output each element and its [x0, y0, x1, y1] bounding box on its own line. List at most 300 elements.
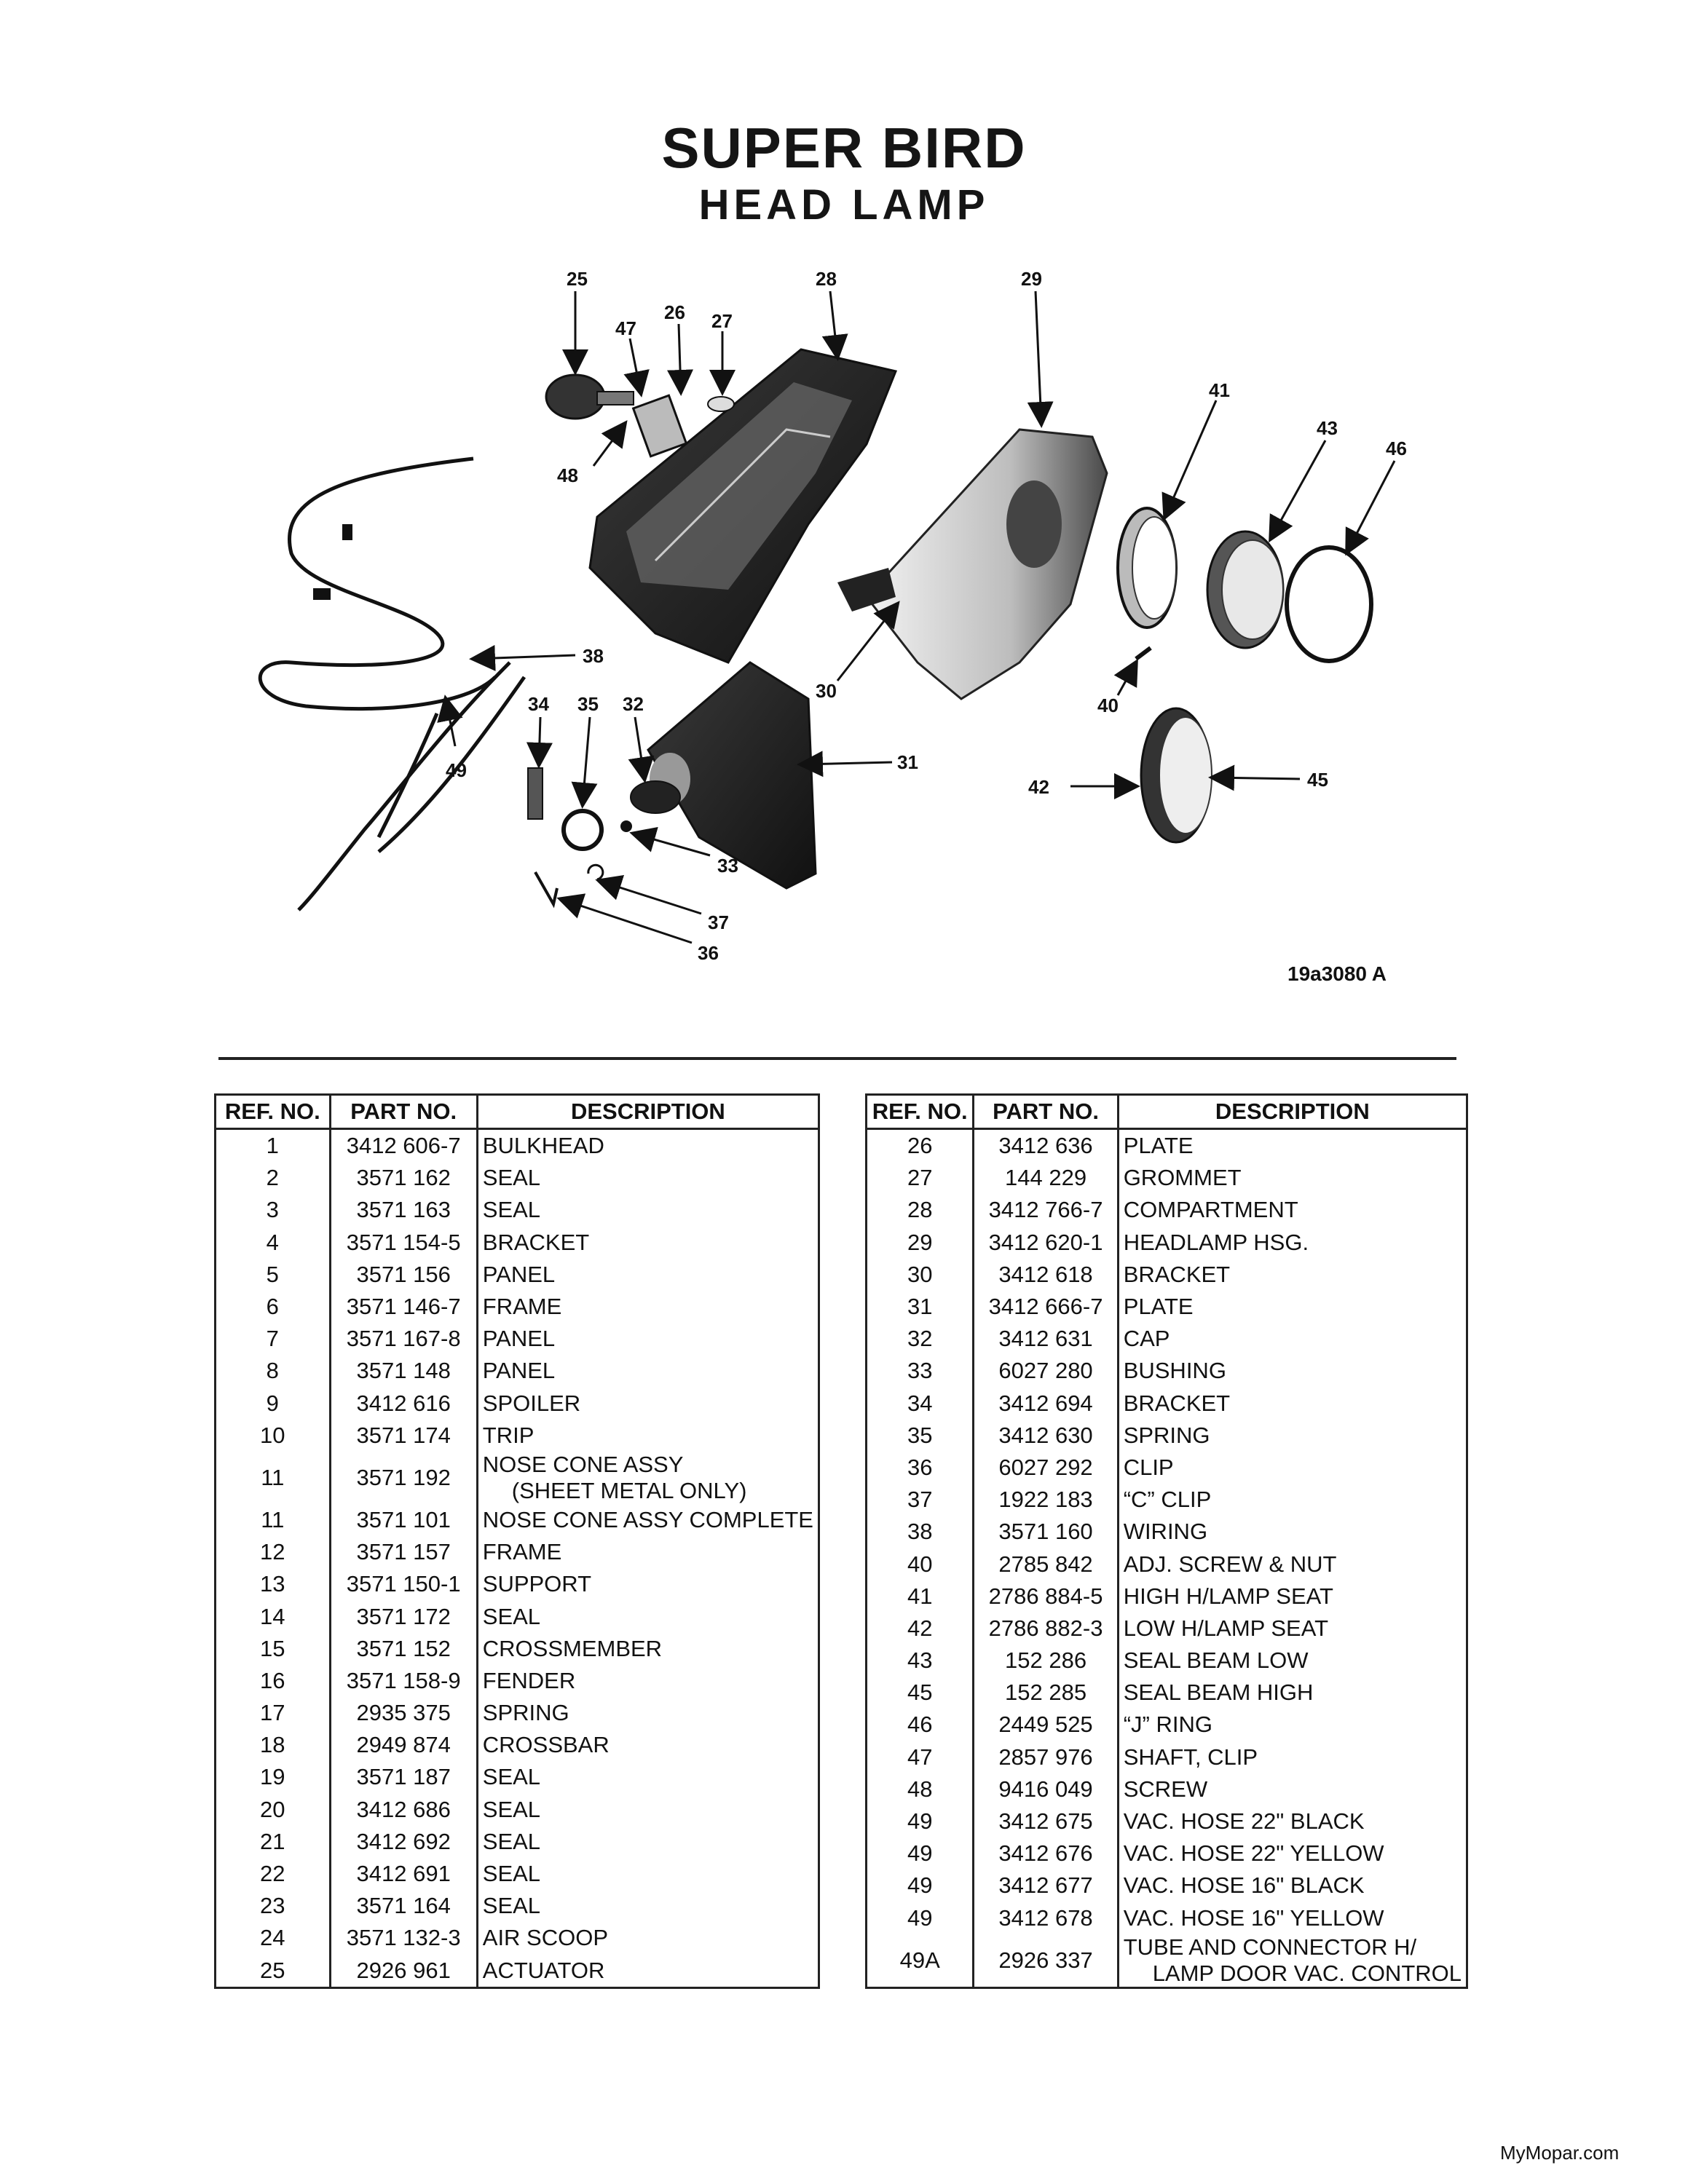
table-row [867, 1323, 1467, 1355]
description-text: BUSHING [1123, 1358, 1226, 1384]
table-row [216, 1761, 819, 1793]
callout-43: 43 [1317, 417, 1338, 439]
table-row [216, 1697, 819, 1729]
table-row [216, 1600, 819, 1632]
table-row [867, 1129, 1467, 1163]
description-text: BRACKET [1123, 1390, 1231, 1416]
table-row [867, 1227, 1467, 1259]
description-text: ADJ. SCREW & NUT [1123, 1551, 1337, 1577]
description-cell [1118, 1709, 1467, 1741]
ref-cell: 37 [867, 1484, 974, 1516]
part-number-cell: 2857 976 [974, 1741, 1118, 1773]
part-number-cell: 3412 606-7 [330, 1129, 477, 1163]
ref-cell: 8 [216, 1355, 331, 1387]
ref-cell: 27 [867, 1162, 974, 1194]
ref-cell: 49A [867, 1934, 974, 1988]
part-number-cell: 3571 160 [974, 1516, 1118, 1548]
part-number-cell: 152 286 [974, 1645, 1118, 1677]
description-cell [1118, 1323, 1467, 1355]
part-number-cell: 152 285 [974, 1677, 1118, 1709]
part-number-cell: 3571 157 [330, 1536, 477, 1568]
part-number-cell: 6027 292 [974, 1452, 1118, 1484]
ref-cell: 7 [216, 1323, 331, 1355]
part-number-cell: 3412 675 [974, 1805, 1118, 1837]
table-row [216, 1388, 819, 1420]
description-cell [477, 1568, 819, 1600]
table-row [216, 1794, 819, 1826]
ref-cell: 2 [216, 1162, 331, 1194]
description-cell [1118, 1420, 1467, 1452]
adj-screw-part-40 [1136, 648, 1151, 659]
callout-31: 31 [897, 751, 918, 773]
col-part: PART NO. [330, 1095, 477, 1129]
table-row [867, 1805, 1467, 1837]
ref-cell: 10 [216, 1420, 331, 1452]
description-text: BULKHEAD [482, 1133, 604, 1159]
table-row [216, 1420, 819, 1452]
description-text: SEAL [482, 1197, 541, 1223]
table-row [867, 1677, 1467, 1709]
grommet-part-27 [708, 397, 734, 411]
cap-part-32 [631, 781, 680, 813]
headlamp-housing-part-29 [837, 430, 1107, 699]
description-cell [1118, 1837, 1467, 1870]
col-desc: DESCRIPTION [1118, 1095, 1467, 1129]
table-row [216, 1227, 819, 1259]
description-cell [1118, 1805, 1467, 1837]
description-text: SEAL [482, 1828, 541, 1854]
ref-cell: 22 [216, 1858, 331, 1890]
j-ring-part-46 [1287, 547, 1371, 661]
description-text: NOSE CONE ASSY COMPLETE [482, 1506, 813, 1532]
description-cell [477, 1227, 819, 1259]
description-text: “J” RING [1123, 1712, 1212, 1738]
table-row [867, 1870, 1467, 1902]
table-row [867, 1837, 1467, 1870]
part-number-cell: 2786 884-5 [974, 1580, 1118, 1613]
callout-40: 40 [1097, 695, 1119, 716]
description-text: SHAFT, CLIP [1123, 1744, 1258, 1770]
table-row [216, 1259, 819, 1291]
description-text: GROMMET [1123, 1165, 1242, 1191]
description-text: BRACKET [482, 1229, 590, 1255]
compartment-part-28 [590, 349, 896, 662]
ref-cell: 49 [867, 1837, 974, 1870]
callout-37: 37 [708, 911, 729, 933]
ref-cell: 11 [216, 1504, 331, 1536]
description-cell [1118, 1194, 1467, 1226]
description-text: PANEL [482, 1326, 556, 1352]
ref-cell: 49 [867, 1805, 974, 1837]
part-number-cell: 3571 164 [330, 1890, 477, 1922]
part-number-cell: 3412 766-7 [974, 1194, 1118, 1226]
description-cell [477, 1633, 819, 1665]
part-number-cell: 3571 150-1 [330, 1568, 477, 1600]
bracket-part-34 [528, 768, 543, 819]
connector-icon [342, 524, 352, 540]
table-row [867, 1452, 1467, 1484]
ref-cell: 14 [216, 1600, 331, 1632]
description-text: FENDER [482, 1667, 576, 1693]
callout-25: 25 [567, 268, 588, 290]
part-number-cell: 3571 152 [330, 1633, 477, 1665]
description-text: TRIP [482, 1422, 535, 1448]
table-row [216, 1955, 819, 1988]
plate-part-26 [634, 395, 687, 456]
description-cell [1118, 1516, 1467, 1548]
table-row [216, 1858, 819, 1890]
ref-cell: 11 [216, 1452, 331, 1504]
table-row [867, 1580, 1467, 1613]
description-text: SEAL [482, 1893, 541, 1919]
description-text: PANEL [482, 1261, 556, 1287]
callout-34: 34 [528, 693, 549, 715]
description-cell [1118, 1870, 1467, 1902]
table-row [867, 1194, 1467, 1226]
table-row [216, 1355, 819, 1387]
table-row [867, 1484, 1467, 1516]
ref-cell: 28 [867, 1194, 974, 1226]
ref-cell: 26 [867, 1129, 974, 1163]
callout-41: 41 [1209, 379, 1230, 401]
ref-cell: 4 [216, 1227, 331, 1259]
description-cell [1118, 1645, 1467, 1677]
ref-cell: 19 [216, 1761, 331, 1793]
callout-27: 27 [711, 310, 733, 332]
description-text: COMPARTMENT [1123, 1197, 1298, 1223]
description-text: SEAL BEAM HIGH [1123, 1679, 1314, 1706]
seal-beam-low-part-43 [1207, 531, 1283, 648]
description-cell [477, 1162, 819, 1194]
ref-cell: 38 [867, 1516, 974, 1548]
ref-cell: 3 [216, 1194, 331, 1226]
ref-cell: 48 [867, 1773, 974, 1805]
description-text: PLATE [1123, 1294, 1194, 1320]
part-number-cell: 3412 618 [974, 1259, 1118, 1291]
ref-cell: 13 [216, 1568, 331, 1600]
table-row [216, 1826, 819, 1858]
table-row [867, 1355, 1467, 1387]
actuator-part-25 [546, 375, 634, 419]
ref-cell: 15 [216, 1633, 331, 1665]
description-cell [477, 1323, 819, 1355]
col-ref: REF. NO. [216, 1095, 331, 1129]
table-header [867, 1095, 1467, 1129]
ref-cell: 36 [867, 1452, 974, 1484]
description-text: SPRING [482, 1700, 569, 1726]
description-text: SEAL BEAM LOW [1123, 1647, 1309, 1674]
description-text: CAP [1123, 1326, 1170, 1352]
callout-30: 30 [816, 680, 837, 702]
description-cell [477, 1890, 819, 1922]
part-number-cell: 3412 666-7 [974, 1291, 1118, 1323]
description-cell [477, 1504, 819, 1536]
part-number-cell: 9416 049 [974, 1773, 1118, 1805]
description-cell [477, 1729, 819, 1761]
part-number-cell: 3571 154-5 [330, 1227, 477, 1259]
ref-cell: 29 [867, 1227, 974, 1259]
ref-cell: 1 [216, 1129, 331, 1163]
part-number-cell: 3412 676 [974, 1837, 1118, 1870]
table-row [867, 1773, 1467, 1805]
part-number-cell: 3412 692 [330, 1826, 477, 1858]
part-number-cell: 3571 158-9 [330, 1665, 477, 1697]
figure-code: 19a3080 A [1287, 962, 1387, 985]
description-text: SEAL [482, 1764, 541, 1790]
description-cell [477, 1922, 819, 1954]
ref-cell: 5 [216, 1259, 331, 1291]
site-watermark: MyMopar.com [1500, 2142, 1620, 2164]
description-cell [477, 1129, 819, 1163]
description-text: FRAME [482, 1294, 562, 1320]
page-title: SUPER BIRD [661, 116, 1027, 180]
col-desc: DESCRIPTION [477, 1095, 819, 1129]
ref-cell: 41 [867, 1580, 974, 1613]
table-row [867, 1613, 1467, 1645]
description-text: SEAL [482, 1603, 541, 1629]
table-row [216, 1568, 819, 1600]
description-cell [1118, 1741, 1467, 1773]
description-text: LOW H/LAMP SEAT [1123, 1615, 1329, 1641]
table-row [867, 1902, 1467, 1934]
part-number-cell: 3571 101 [330, 1504, 477, 1536]
ref-cell: 43 [867, 1645, 974, 1677]
part-number-cell: 3412 631 [974, 1323, 1118, 1355]
ref-cell: 31 [867, 1291, 974, 1323]
ref-cell: 49 [867, 1902, 974, 1934]
callout-49: 49 [446, 759, 467, 781]
table-row [216, 1504, 819, 1536]
table-row [867, 1291, 1467, 1323]
part-number-cell: 3571 163 [330, 1194, 477, 1226]
description-cell [1118, 1580, 1467, 1613]
table-row [867, 1420, 1467, 1452]
description-cell [1118, 1773, 1467, 1805]
ref-cell: 49 [867, 1870, 974, 1902]
ref-cell: 25 [216, 1955, 331, 1988]
description-cell [1118, 1452, 1467, 1484]
table-row [867, 1548, 1467, 1580]
part-number-cell: 3571 146-7 [330, 1291, 477, 1323]
part-number-cell: 3412 686 [330, 1794, 477, 1826]
wiring-harness-part-38 [260, 459, 524, 910]
part-number-cell: 1922 183 [974, 1484, 1118, 1516]
description-text: AIR SCOOP [482, 1925, 609, 1951]
clip-part-36 [535, 872, 557, 904]
ref-cell: 24 [216, 1922, 331, 1954]
part-number-cell: 6027 280 [974, 1355, 1118, 1387]
ref-cell: 23 [216, 1890, 331, 1922]
description-text: PLATE [1123, 1133, 1194, 1159]
table-row [867, 1934, 1467, 1988]
ref-cell: 34 [867, 1388, 974, 1420]
description-text: SEAL [482, 1861, 541, 1887]
ref-cell: 21 [216, 1826, 331, 1858]
table-row [216, 1890, 819, 1922]
description-cell [477, 1761, 819, 1793]
description-cell [1118, 1677, 1467, 1709]
part-number-cell: 3412 691 [330, 1858, 477, 1890]
callout-32: 32 [623, 693, 644, 715]
description-text: SUPPORT [482, 1571, 592, 1597]
ref-cell: 30 [867, 1259, 974, 1291]
table-row [867, 1709, 1467, 1741]
description-cell [1118, 1388, 1467, 1420]
description-text: BRACKET [1123, 1261, 1231, 1287]
ref-cell: 18 [216, 1729, 331, 1761]
description-text: VAC. HOSE 22" BLACK [1123, 1808, 1365, 1835]
table-row [216, 1665, 819, 1697]
callout-35: 35 [577, 693, 599, 715]
description-text: PANEL [482, 1358, 556, 1384]
description-cell [477, 1452, 819, 1504]
description-text: HEADLAMP HSG. [1123, 1229, 1309, 1255]
description-cell [477, 1697, 819, 1729]
spring-part-35 [564, 811, 602, 849]
callout-42: 42 [1028, 776, 1049, 798]
part-number-cell: 2926 961 [330, 1955, 477, 1988]
description-text: CROSSMEMBER [482, 1635, 663, 1661]
table-row [867, 1645, 1467, 1677]
part-number-cell: 3412 620-1 [974, 1227, 1118, 1259]
table-header [216, 1095, 819, 1129]
callout-26: 26 [664, 301, 685, 323]
description-cell [1118, 1934, 1467, 1988]
callout-45: 45 [1307, 769, 1328, 791]
description-cell [477, 1600, 819, 1632]
description-text: SPRING [1123, 1422, 1210, 1448]
part-number-cell: 3571 148 [330, 1355, 477, 1387]
table-row [216, 1323, 819, 1355]
parts-table-left [214, 1093, 820, 1989]
description-cell [477, 1955, 819, 1988]
description-text: HIGH H/LAMP SEAT [1123, 1583, 1333, 1609]
description-text: VAC. HOSE 16" YELLOW [1123, 1904, 1384, 1931]
description-cell [477, 1794, 819, 1826]
description-text: WIRING [1123, 1519, 1208, 1545]
bushing-part-33 [620, 820, 632, 832]
callout-36: 36 [698, 942, 719, 964]
description-cell [477, 1665, 819, 1697]
description-cell [477, 1420, 819, 1452]
description-text-line2: (SHEET METAL ONLY) [511, 1477, 747, 1503]
description-text: NOSE CONE ASSY [482, 1451, 684, 1477]
ref-cell: 9 [216, 1388, 331, 1420]
part-number-cell: 2449 525 [974, 1709, 1118, 1741]
ref-cell: 47 [867, 1741, 974, 1773]
description-cell [477, 1388, 819, 1420]
description-text: VAC. HOSE 16" BLACK [1123, 1872, 1365, 1899]
ref-cell: 46 [867, 1709, 974, 1741]
description-text: CLIP [1123, 1454, 1174, 1480]
description-text-line2: LAMP DOOR VAC. CONTROL [1152, 1960, 1462, 1986]
table-row [216, 1633, 819, 1665]
parts-table-right [865, 1093, 1468, 1989]
description-text: CROSSBAR [482, 1732, 610, 1758]
part-number-cell: 3571 162 [330, 1162, 477, 1194]
callout-47: 47 [615, 317, 636, 339]
description-cell [1118, 1129, 1467, 1163]
description-text: FRAME [482, 1539, 562, 1565]
description-cell [1118, 1259, 1467, 1291]
description-cell [477, 1826, 819, 1858]
seal-beam-high-part-45 [1141, 708, 1212, 842]
description-text: “C” CLIP [1123, 1487, 1212, 1513]
col-ref: REF. NO. [867, 1095, 974, 1129]
col-part: PART NO. [974, 1095, 1118, 1129]
part-number-cell: 3412 677 [974, 1870, 1118, 1902]
ref-cell: 45 [867, 1677, 974, 1709]
ref-cell: 20 [216, 1794, 331, 1826]
callout-38: 38 [583, 645, 604, 667]
ref-cell: 12 [216, 1536, 331, 1568]
table-row [216, 1129, 819, 1163]
description-cell [1118, 1162, 1467, 1194]
description-cell [477, 1291, 819, 1323]
part-number-cell: 2935 375 [330, 1697, 477, 1729]
table-row [216, 1452, 819, 1504]
c-clip-part-37 [588, 865, 603, 879]
table-row [867, 1516, 1467, 1548]
table-row [867, 1259, 1467, 1291]
table-row [867, 1388, 1467, 1420]
part-number-cell: 2786 882-3 [974, 1613, 1118, 1645]
table-row [867, 1741, 1467, 1773]
page-subtitle: HEAD LAMP [698, 181, 990, 229]
part-number-cell: 3412 616 [330, 1388, 477, 1420]
description-cell [1118, 1484, 1467, 1516]
ref-cell: 42 [867, 1613, 974, 1645]
callout-48: 48 [557, 464, 578, 486]
ref-cell: 35 [867, 1420, 974, 1452]
callout-29: 29 [1021, 268, 1042, 290]
description-cell [477, 1858, 819, 1890]
table-row [216, 1922, 819, 1954]
description-cell [477, 1536, 819, 1568]
part-number-cell: 3412 678 [974, 1902, 1118, 1934]
callout-28: 28 [816, 268, 837, 290]
ref-cell: 33 [867, 1355, 974, 1387]
part-number-cell: 3412 636 [974, 1129, 1118, 1163]
ref-cell: 6 [216, 1291, 331, 1323]
description-cell [1118, 1902, 1467, 1934]
part-number-cell: 3571 167-8 [330, 1323, 477, 1355]
description-cell [1118, 1355, 1467, 1387]
table-row [216, 1729, 819, 1761]
part-number-cell: 3412 630 [974, 1420, 1118, 1452]
description-cell [1118, 1613, 1467, 1645]
description-text: TUBE AND CONNECTOR H/ [1123, 1934, 1417, 1960]
part-number-cell: 3571 192 [330, 1452, 477, 1504]
description-text: SEAL [482, 1796, 541, 1822]
callout-33: 33 [717, 855, 738, 877]
table-row [216, 1291, 819, 1323]
divider [218, 1057, 1456, 1060]
ref-cell: 17 [216, 1697, 331, 1729]
ref-cell: 40 [867, 1548, 974, 1580]
description-cell [1118, 1227, 1467, 1259]
description-text: SPOILER [482, 1390, 581, 1416]
table-row [216, 1536, 819, 1568]
high-headlamp-seat-part-41 [1118, 508, 1176, 628]
part-number-cell: 3571 172 [330, 1600, 477, 1632]
table-row [216, 1194, 819, 1226]
connector-icon [313, 588, 331, 600]
exploded-parts-diagram [0, 255, 1688, 997]
callout-46: 46 [1386, 438, 1407, 459]
description-text: SCREW [1123, 1776, 1208, 1802]
description-text: VAC. HOSE 22" YELLOW [1123, 1840, 1384, 1867]
